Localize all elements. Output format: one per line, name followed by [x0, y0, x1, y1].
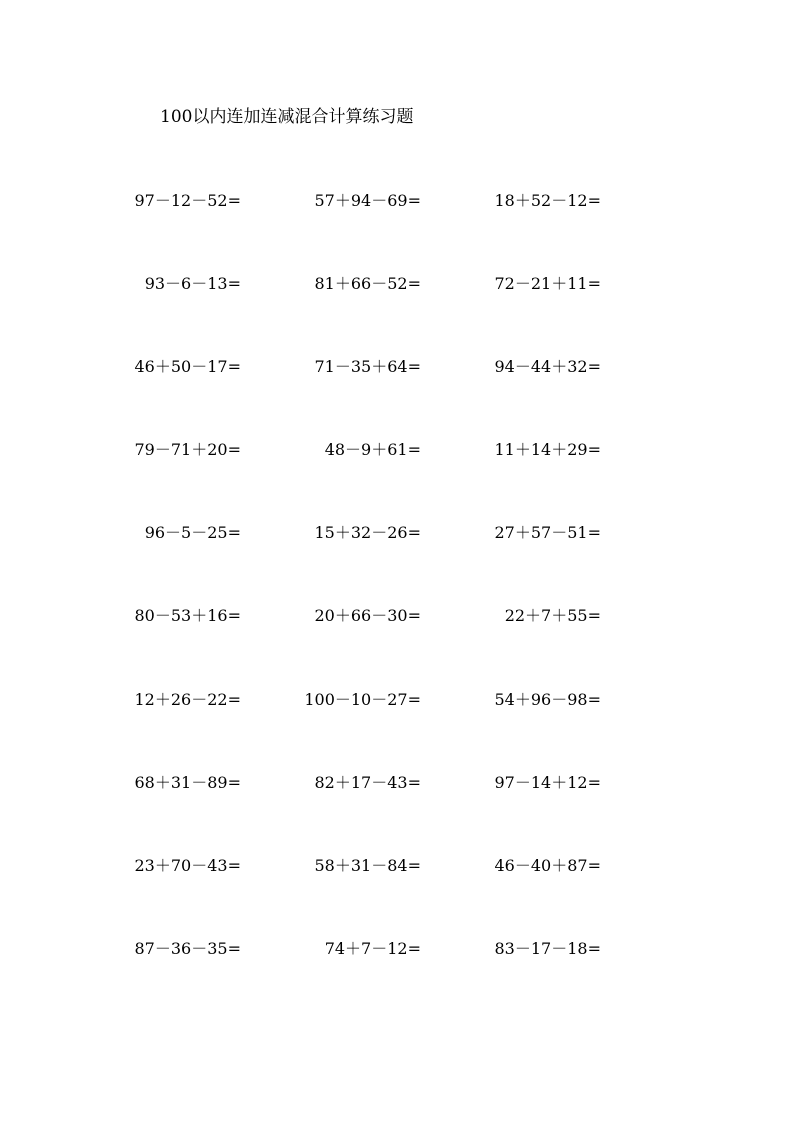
problem: 97－12－52=: [134, 191, 241, 210]
problem: 23＋70－43=: [134, 856, 241, 875]
problem: 83－17－18=: [494, 939, 601, 958]
problem: 81＋66－52=: [314, 274, 421, 293]
problem: 22＋7＋55=: [504, 606, 601, 625]
problem: 96－5－25=: [144, 523, 241, 542]
problem: 74＋7－12=: [324, 939, 421, 958]
problem: 46＋50－17=: [134, 357, 241, 376]
problem: 97－14＋12=: [494, 773, 601, 792]
problem-row: [0, 355, 794, 379]
problem: 87－36－35=: [134, 939, 241, 958]
problem: 71－35＋64=: [314, 357, 421, 376]
problem: 93－6－13=: [144, 274, 241, 293]
problem-row: [0, 521, 794, 545]
problem: 11＋14＋29=: [494, 440, 601, 459]
problem: 15＋32－26=: [314, 523, 421, 542]
problem: 82＋17－43=: [314, 773, 421, 792]
problem-row: [0, 937, 794, 961]
problem: 27＋57－51=: [494, 523, 601, 542]
problem-row: [0, 604, 794, 628]
problem: 80－53＋16=: [134, 606, 241, 625]
problem: 58＋31－84=: [314, 856, 421, 875]
problem-row: [0, 688, 794, 712]
problem: 46－40＋87=: [494, 856, 601, 875]
problem: 100－10－27=: [304, 690, 421, 709]
problem: 48－9＋61=: [324, 440, 421, 459]
problem-row: [0, 771, 794, 795]
problem-row: [0, 854, 794, 878]
problem: 57＋94－69=: [314, 191, 421, 210]
page-title: 100以内连加连减混合计算练习题: [160, 107, 414, 127]
problem: 12＋26－22=: [134, 690, 241, 709]
problem: 79－71＋20=: [134, 440, 241, 459]
problem: 20＋66－30=: [314, 606, 421, 625]
problem: 72－21＋11=: [494, 274, 601, 293]
problem: 18＋52－12=: [494, 191, 601, 210]
problem: 54＋96－98=: [494, 690, 601, 709]
problem-row: [0, 438, 794, 462]
problem: 94－44＋32=: [494, 357, 601, 376]
problem-row: [0, 272, 794, 296]
problem: 68＋31－89=: [134, 773, 241, 792]
problem-row: [0, 189, 794, 213]
